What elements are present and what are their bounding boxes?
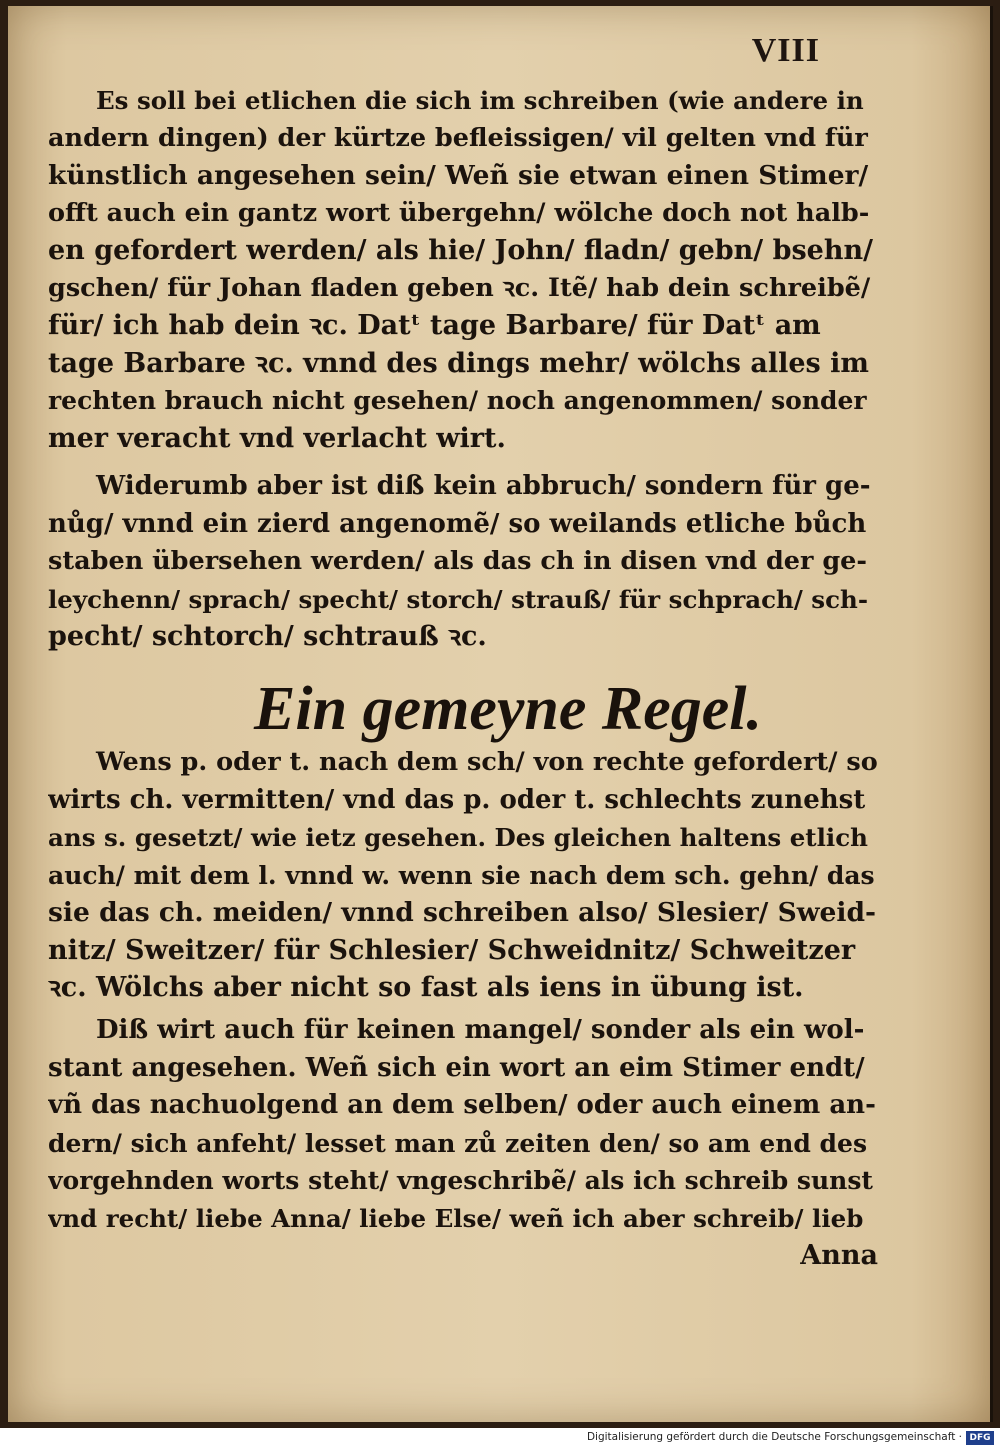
dfg-logo: DFG xyxy=(966,1431,994,1445)
paragraph-2 xyxy=(48,468,878,656)
text-line: Wens p. oder t. nach dem sch/ von rechte gefordert/ so xyxy=(96,747,878,777)
text-line: tage Barbare ꝛc. vnnd des dings mehr/ wölchs alles im xyxy=(48,347,869,379)
text-line: vñ das nachuolgend an dem selben/ oder auch einem an- xyxy=(48,1090,876,1120)
text-line: gschen/ für Johan fladen geben ꝛc. Itẽ/ hab dein schreibẽ/ xyxy=(48,272,871,303)
catchword: Anna xyxy=(800,1240,878,1271)
text-line: nůg/ vnnd ein zierd angenomẽ/ so weilands etliche bůch xyxy=(48,508,867,539)
text-line: ꝛc. Wölchs aber nicht so fast als iens in übung ist. xyxy=(48,972,804,1003)
text-line: Es soll bei etlichen die sich im schreiben (wie andere in xyxy=(96,86,864,115)
text-line: en gefordert werden/ als hie/ John/ fladn/ gebn/ bsehn/ xyxy=(48,235,873,266)
text-line: vorgehnden worts steht/ vngeschribẽ/ als ich schreib sunst xyxy=(48,1166,873,1195)
text-line: wirts ch. vermitten/ vnd das p. oder t. schlechts zunehst xyxy=(48,784,866,815)
digitization-footer xyxy=(0,1428,1000,1448)
text-line: staben übersehen werden/ als das ch in disen vnd der ge- xyxy=(48,546,867,576)
folio-number: VIII xyxy=(751,32,820,69)
text-line: rechten brauch nicht gesehen/ noch angenommen/ sonder xyxy=(48,386,867,415)
text-line: ans s. gesetzt/ wie ietz gesehen. Des gleichen haltens etlich xyxy=(48,823,868,852)
paragraph-1 xyxy=(48,82,878,457)
text-line: sie das ch. meiden/ vnnd schreiben also/ Slesier/ Sweid- xyxy=(48,897,876,928)
text-line: Widerumb aber ist diß kein abbruch/ sondern für ge- xyxy=(96,471,871,501)
text-line: andern dingen) der kürtze befleissigen/ vil gelten vnd für xyxy=(48,122,868,153)
text-line: pecht/ schtorch/ schtrauß ꝛc. xyxy=(48,621,487,652)
text-line: auch/ mit dem l. vnnd w. wenn sie nach dem sch. gehn/ das xyxy=(48,860,875,890)
text-line: stant angesehen. Weñ sich ein wort an eim Stimer endt/ xyxy=(48,1052,865,1083)
text-line: Diß wirt auch für keinen mangel/ sonder als ein wol- xyxy=(96,1015,865,1045)
section-heading: Ein gemeyne Regel. xyxy=(254,675,762,743)
paragraph-4 xyxy=(48,1012,878,1275)
paragraph-3 xyxy=(48,744,878,1007)
text-line: mer veracht vnd verlacht wirt. xyxy=(48,422,506,454)
text-line: dern/ sich anfeht/ lesset man zů zeiten den/ so am end des xyxy=(48,1128,868,1158)
text-line: künstlich angesehen sein/ Weñ sie etwan einen Stimer/ xyxy=(48,160,869,191)
funding-notice: Digitalisierung gefördert durch die Deutsche Forschungsgemeinschaft · xyxy=(586,1431,962,1443)
text-line: für/ ich hab dein ꝛc. Datᵗ tage Barbare/ für Datᵗ am xyxy=(48,310,821,341)
text-line: nitz/ Sweitzer/ für Schlesier/ Schweidnitz/ Schweitzer xyxy=(48,934,856,966)
text-line: leychenn/ sprach/ specht/ storch/ strauß/ für schprach/ sch- xyxy=(48,584,868,614)
book-page xyxy=(8,6,993,1422)
text-line: vnd recht/ liebe Anna/ liebe Else/ weñ ich aber schreib/ lieb xyxy=(48,1203,864,1233)
text-line: offt auch ein gantz wort übergehn/ wölche doch not halb- xyxy=(48,197,870,228)
